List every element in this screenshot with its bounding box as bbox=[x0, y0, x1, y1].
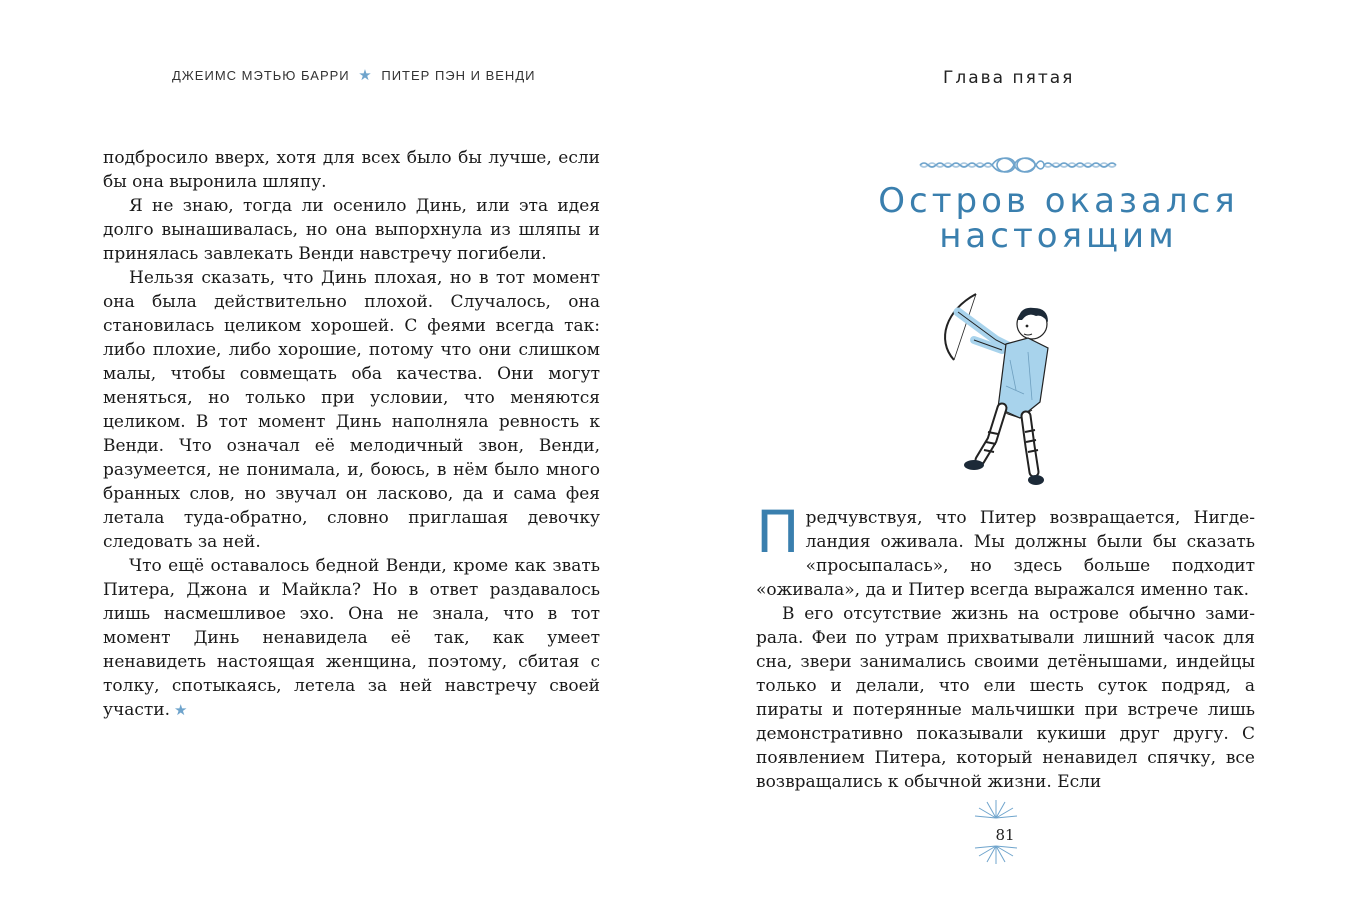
star-icon: ★ bbox=[358, 67, 373, 84]
chapter-title-line-2: настоящим bbox=[939, 216, 1178, 256]
running-head-title: ПИТЕР ПЭН И ВЕНДИ bbox=[381, 68, 536, 83]
paragraph: Нельзя сказать, что Динь плохая, но в тот момент она была действительно плохой. Случалось, она становилась целиком хорошей. С феями всегда так: либо плохие, либо хорошие, потому что они слишком малы, чтобы совмещать оба качества. Они могут меняться, но только при условии, что меняются целиком. В тот момент Динь наполняла ревность к Венди. Что означал её мелодичный звон, Венди, разумеется, не понимала, и, боюсь, в нём было много бранных слов, но звучал он ласково, да и сама фея летала туда-обратно, словно приглашая девочку следовать за ней. bbox=[103, 268, 600, 552]
archer-illustration bbox=[936, 290, 1076, 490]
paragraph-text: Что ещё оставалось бедной Венди, кроме как звать Питера, Джона и Майкла? Но в ответ раздавалось лишь насмешливое эхо. Она не знала, что в тот момент Динь ненавидела её так, как умеет ненавидеть настоящая женщина, поэтому, сбитая с толку, спотыкаясь, летела за ней навстречу своей участи. bbox=[103, 556, 600, 720]
paragraph-last bbox=[103, 554, 600, 722]
chapter-label: Глава пятая bbox=[943, 68, 1075, 88]
paragraph: Я не знаю, тогда ли осенило Динь, или эта идея долго вынашивалась, но она выпорхнула из шляпы и принялась завлекать Венди навстречу погибели. bbox=[103, 196, 600, 264]
end-star-icon: ★ bbox=[174, 701, 188, 719]
chapter-title bbox=[781, 181, 1336, 256]
running-head-author: ДЖЕИМС МЭТЬЮ БАРРИ bbox=[172, 68, 350, 83]
drop-cap: П bbox=[756, 498, 800, 566]
running-head bbox=[172, 66, 535, 84]
chapter-title-line-1: Остров оказался bbox=[878, 181, 1239, 221]
rope-knot-ornament bbox=[918, 154, 1118, 176]
right-body-text bbox=[756, 498, 1255, 794]
page-number: 81 bbox=[995, 826, 1015, 844]
left-body-text bbox=[103, 146, 600, 722]
paragraph: В его отсутствие жизнь на острове обычно замирала. Феи по утрам прихватывали лишний часок для сна, звери занимались своими детёнышами, индейцы только и делали, что ели шесть суток подряд, а пираты и потерянные мальчишки при встрече лишь демонстративно показывали кукиши друг другу. С появлением Питера, который ненавидел спячку, все возвращались к обычной жизни. Если bbox=[756, 604, 1255, 792]
paragraph-text: редчувствуя, что Питер возвращается, Нигделандия оживала. Мы должны были бы сказать «просыпалась», но здесь больше подходит «оживала», да и Питер всегда выражался именно так. bbox=[756, 508, 1255, 600]
paragraph: подбросило вверх, хотя для всех было бы лучше, если бы она выронила шляпу. bbox=[103, 148, 600, 192]
right-page bbox=[681, 0, 1362, 917]
paragraph-first bbox=[756, 498, 1255, 602]
